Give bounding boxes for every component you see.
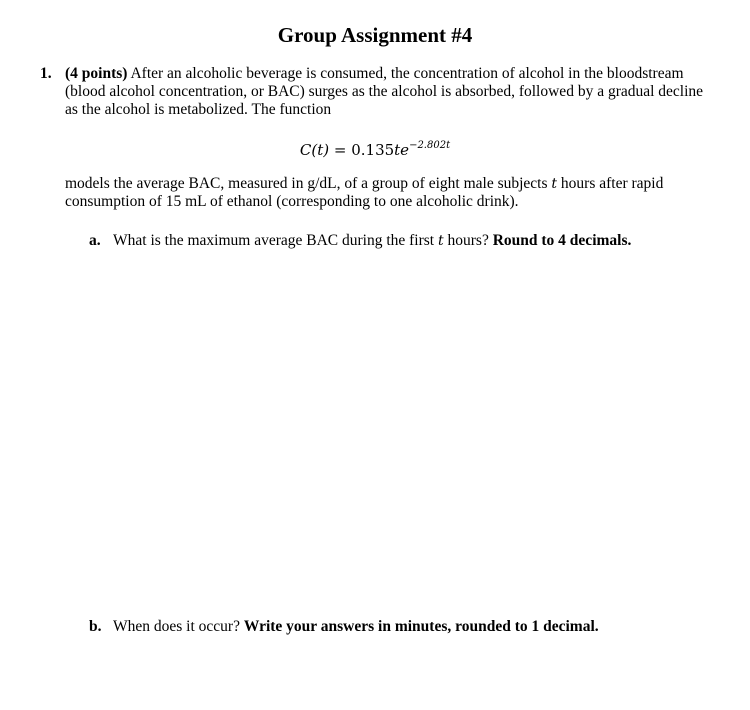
intro-line-2: (blood alcohol concentration, or BAC) surges as the alcohol is absorbed, followed by a gradual decline [65, 83, 704, 100]
part-b [89, 618, 599, 636]
formula-coefficient: = 0.135 [329, 141, 395, 159]
part-a [89, 232, 631, 250]
models-line-1 [65, 175, 730, 193]
part-a-instruction: Round to 4 decimals. [492, 232, 632, 249]
bac-formula [0, 136, 750, 160]
intro-line-3: as the alcohol is metabolized. The function [65, 101, 332, 118]
models-paragraph [65, 175, 730, 211]
models-variable: t [551, 176, 558, 192]
part-a-label: a. [89, 232, 101, 249]
intro-line-1-text: After an alcoholic beverage is consumed, the concentration of alcohol in the bloodstream [127, 65, 684, 82]
part-b-text: When does it occur? [113, 618, 244, 635]
page-title: Group Assignment #4 [277, 23, 473, 47]
question-points: (4 points) [65, 65, 128, 82]
formula-exponent: −2.802t [409, 140, 451, 151]
formula-lhs: C(t) [299, 141, 330, 159]
part-a-variable: t [438, 233, 444, 249]
question-intro [65, 65, 730, 119]
intro-line-1 [65, 65, 730, 83]
part-a-text-post: hours? [443, 232, 493, 249]
models-line-1-pre: models the average BAC, measured in g/dL, of a group of eight male subjects [65, 175, 552, 192]
question-number: 1. [40, 65, 52, 82]
part-a-text-pre: What is the maximum average BAC during the first [113, 232, 438, 249]
part-b-instruction: Write your answers in minutes, rounded to 1 decimal. [243, 618, 599, 635]
part-b-label: b. [89, 618, 102, 635]
formula-base: te [394, 141, 410, 159]
models-line-1-post: hours after rapid [557, 175, 664, 192]
models-line-2: consumption of 15 mL of ethanol (corresponding to one alcoholic drink). [65, 193, 519, 210]
